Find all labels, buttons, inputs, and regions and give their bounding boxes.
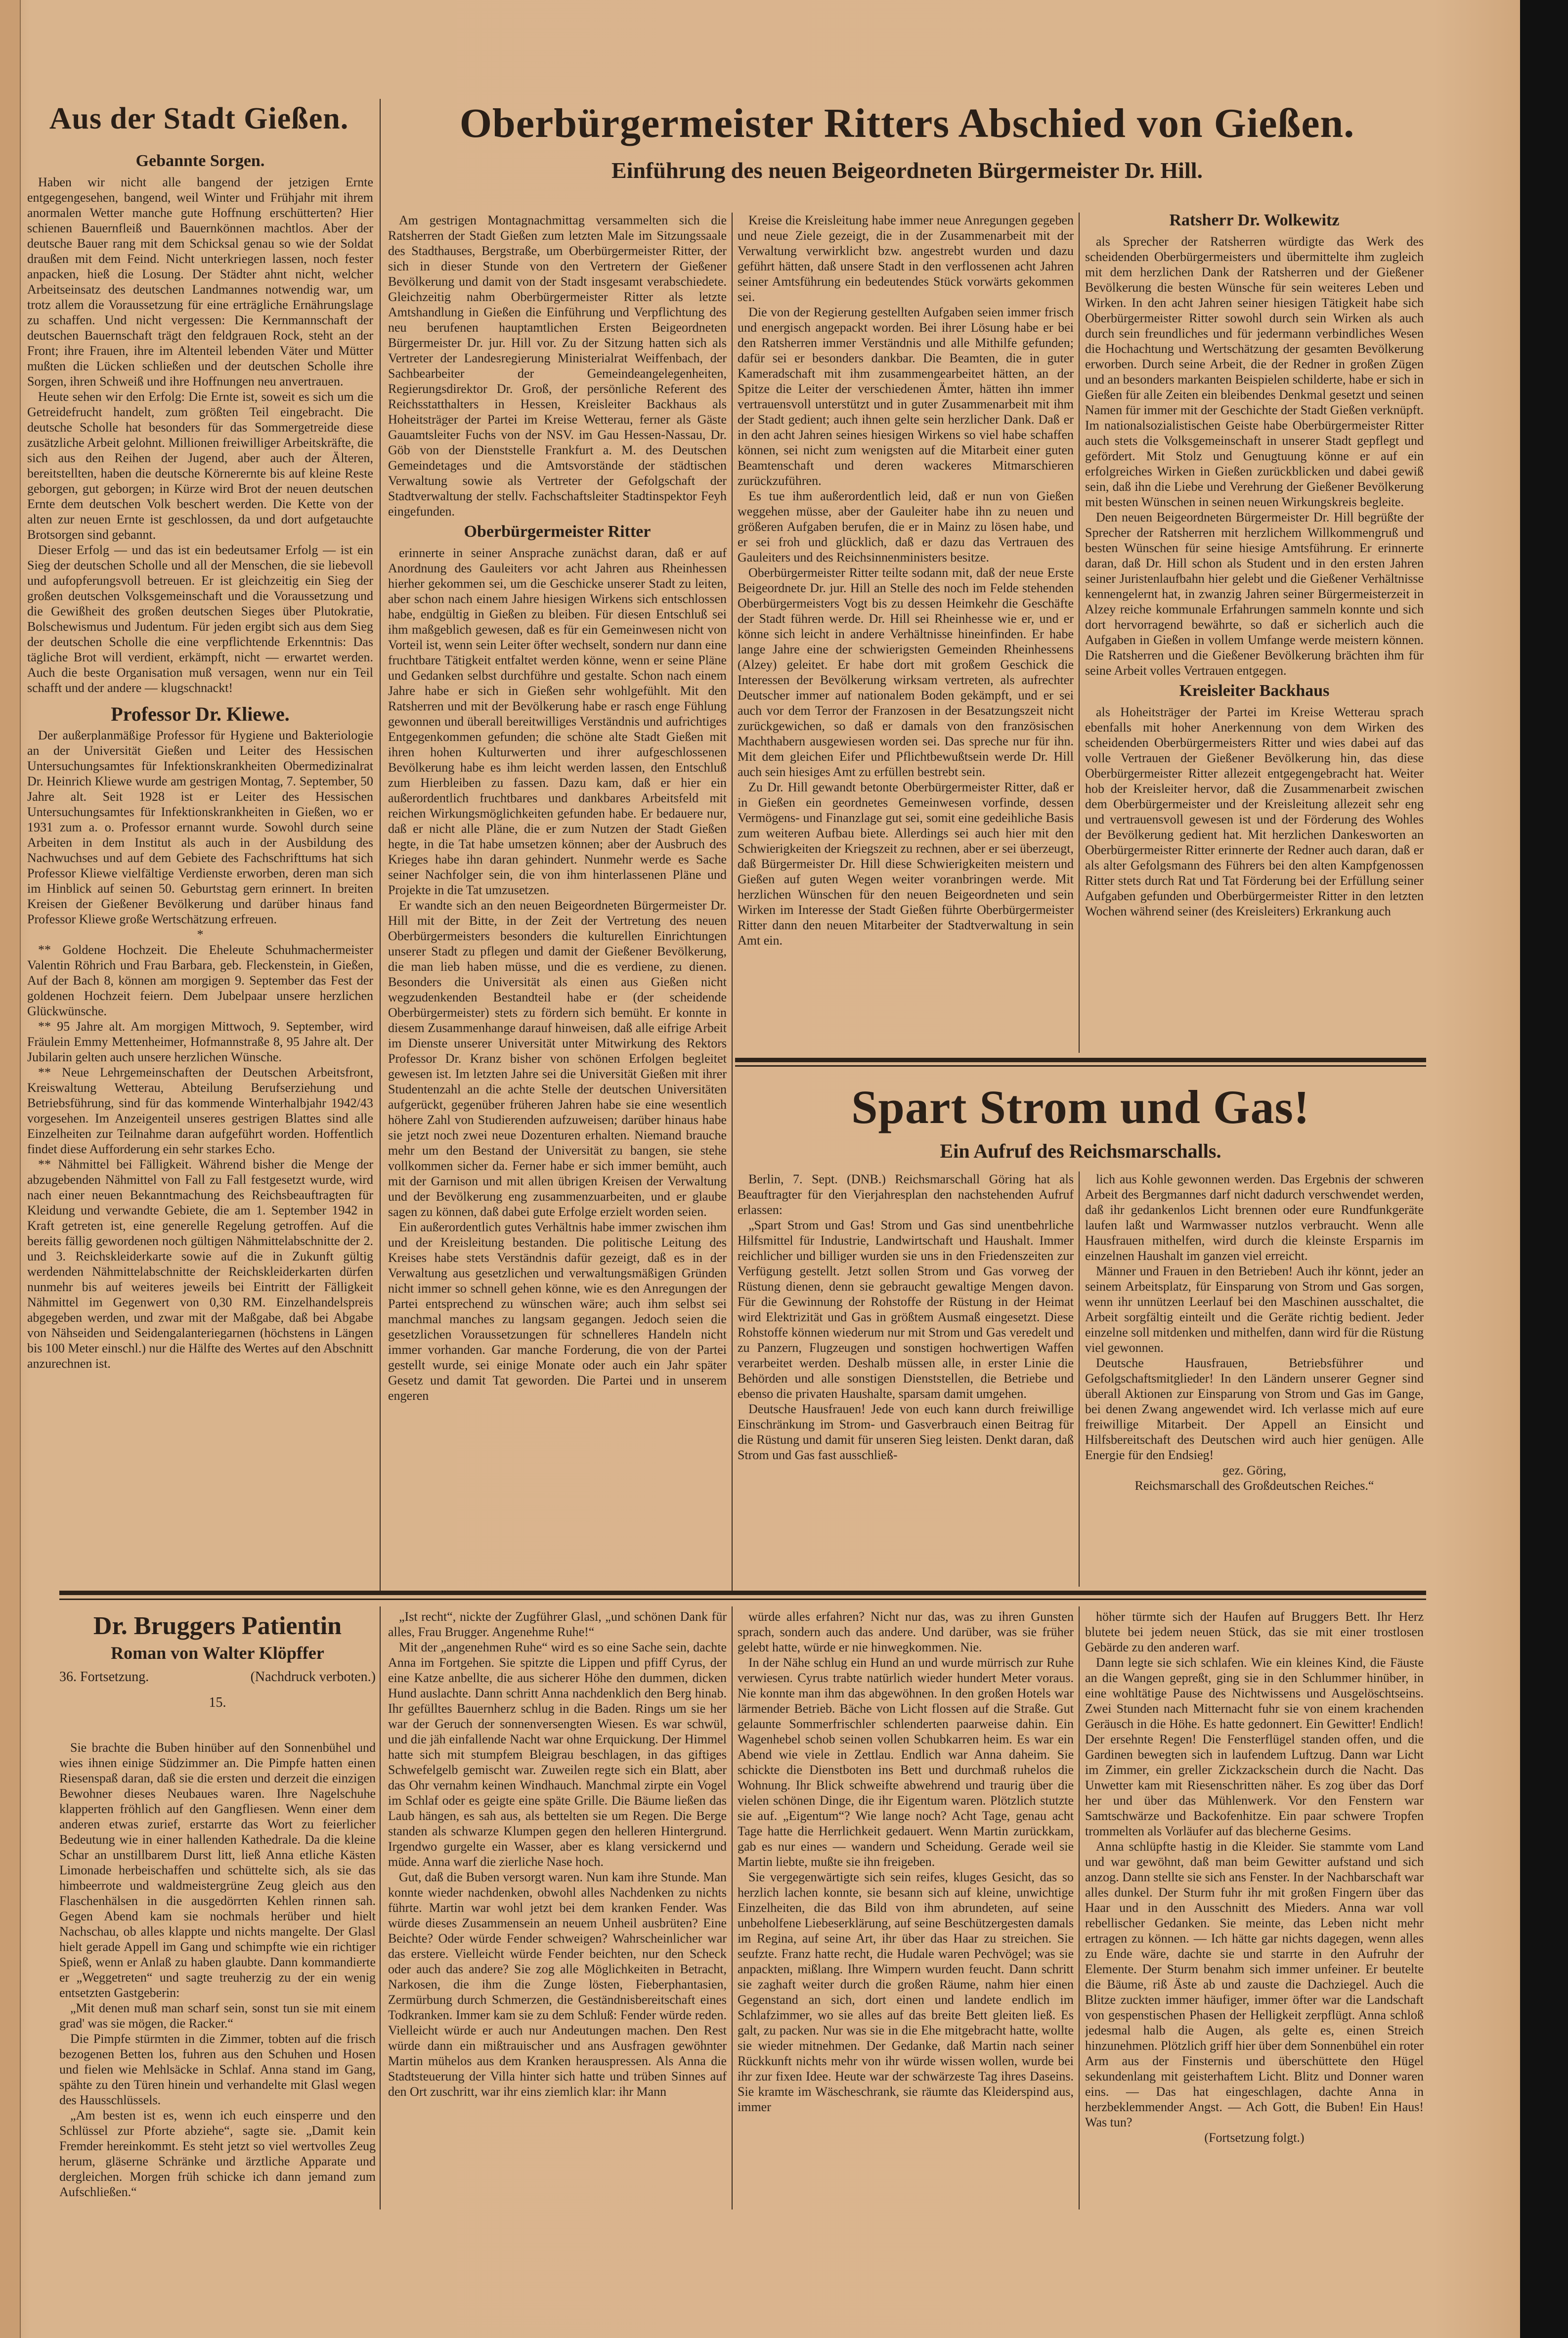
- section-rule: [735, 1058, 1426, 1062]
- article-body: [1085, 704, 1424, 919]
- paragraph: Die Pimpfe stürmten in die Zimmer, tobten auf die frisch bezogenen Betten los, fuhren aus den Schuhen und Hosen und fielen wie Mehlsäcke in Schlaf. Anna stand im Gang, spähte zu den Türen hinein und verhandelte mit Glasl wegen des Hausschlüssels.: [59, 2032, 376, 2107]
- column-rule: [732, 1606, 733, 2209]
- column-rule: [380, 1606, 381, 2209]
- paragraph: Gut, daß die Buben versorgt waren. Nun kam ihre Stunde. Man konnte wieder nachdenken, obwohl alles Nachdenken zu nichts führte. Martin war wohl jetzt bei dem kranken Fender. Was würde dieses Zusammensein an neuem Unheil ausbrüten? Eine Beichte? Oder würde Fender schweigen? Wahrscheinlicher war das erstere. Vielleicht würde Fender beichten, nur den Scheck oder auch das andere? Sie zog alle Möglichkeiten in Betracht, Narkosen, die ihm die Zunge lösten, Fieberphantasien, Zermürbung durch Schmerzen, die Geständnisbereitschaft eines Todkranken. Immer kam sie zu dem Schluß: Fender würde reden. Vielleicht würde er auch nur Andeutungen machen. Den Rest würde dann ein mißtrauischer und ans Ausfragen gewöhnter Martin mühelos aus dem Kranken herauspressen. Als Anna die Stadtsteuerung der Villa hinter sich hatte und trüben Sinnes auf den Ort zuschritt, war ihr eins ziemlich klar: ihr Mann: [388, 1870, 727, 2099]
- novel-column-2: [388, 1609, 727, 2209]
- paragraph: lich aus Kohle gewonnen werden. Das Ergebnis der schweren Arbeit des Bergmannes darf nicht dadurch verschwendet werden, daß ihr gedankenlos Licht brennen oder eure Rundfunkgeräte laufen laßt und Warmwasser nutzlos verbraucht. Wenn alle Hausfrauen mithelfen, wird durch die kleinste Ersparnis im einzelnen Haushalt im ganzen viel erreicht.: [1085, 1172, 1424, 1263]
- paragraph: Männer und Frauen in den Betrieben! Auch ihr könnt, jeder an seinem Arbeitsplatz, für Einsparung von Strom und Gas sorgen, wenn ihr unnützen Leerlauf bei den Maschinen ausschaltet, die Arbeit sorgfältig einteilt und die Geräte richtig bedient. Jeder einzelne soll mitdenken und mithelfen, dann wird für die Rüstung viel gewonnen.: [1085, 1264, 1424, 1355]
- paragraph: ** Nähmittel bei Fälligkeit. Während bisher die Menge der abzugebenden Nähmittel von Fall zu Fall festgesetzt wurde, wird nach einer neuen Bekanntmachung des Reichsbeauftragten für Kleidung und verwandte Gebiete, die am 1. September 1942 in Kraft getreten ist, eine generelle Regelung getroffen. Auf die bereits fällig gewordenen noch gültigen Nähmittelabschnitte der 2. und 3. Reichskleiderkarte sowie auf die in Zukunft gültig werdenden Nähmittelabschnitte der Reichskleiderkarten dürfen nunmehr bis auf weiteres jeweils bei Eintritt der Fälligkeit Nähmittel im Gegenwert von 0,30 RM. Einzelhandelspreis abgegeben werden, und zwar mit der Maßgabe, daß bei Abgabe von Nähseiden und Seidengalanteriegarnen (höchstens in Längen bis 100 Meter einschl.) nur die Hälfte des Wertes auf den Abschnitt anzurechnen ist.: [27, 1157, 373, 1371]
- appeal-column-1: [738, 1171, 1074, 1587]
- paragraph: „Spart Strom und Gas! Strom und Gas sind unentbehrliche Hilfsmittel für Industrie, Landwirtschaft und Haushalt. Immer reichlicher und billiger wurden sie uns in den Friedenszeiten zur Verfügung gestellt. Jetzt sollen Strom und Gas vorweg der Rüstung dienen, denn sie gebraucht gewaltige Mengen davon. Für die Gewinnung der Rohstoffe der Rüstung in der Heimat wird Elektrizität und Gas in größtem Ausmaß eingesetzt. Diese Rohstoffe können wiederum nur mit Strom und Gas veredelt und zu Panzern, Flugzeugen und sonstigen hochwertigen Waffen verarbeitet werden. Deshalb müssen alle, in erster Linie die Behörden und alle sonstigen Dienststellen, die Betriebe und ebenso die privaten Haushalte, sparsam damit umgehen.: [738, 1218, 1074, 1401]
- paragraph: Am gestrigen Montagnachmittag versammelten sich die Ratsherren der Stadt Gießen zum letzten Male im Sitzungssaale des Stadthauses, Bergstraße, um Oberbürgermeister Ritter, der sich in dieser Stunde von den Vertretern der Gießener Bevölkerung und damit von der Stadt insgesamt verabschiedete. Gleichzeitig nahm Oberbürgermeister Ritter als letzte Amtshandlung in Gießen die Einführung und Verpflichtung des neu berufenen hauptamtlichen Ersten Beigeordneten Bürgermeister Dr. jur. Hill vor. Zu der Sitzung hatten sich als Vertreter der Landesregierung Ministerialrat Weiffenbach, der Sachbearbeiter der Gemeindeangelegenheiten, Regierungsdirektor Dr. Groß, der persönliche Referent des Reichsstatthalters in Hessen, Kreisleiter Backhaus als Hoheitsträger der Partei im Kreise Wetterau, ferner als Gäste Gauamtsleiter Fuchs von der NSV. im Gau Hessen-Nassau, Dr. Göb von der Dienststelle Frankfurt a. M. des Deutschen Gemeindetages und die Amtsvorstände der städtischen Verwaltung sowie als Vertreter der Gefolgschaft der Stadtverwaltung der stellv. Fachschaftsleiter Stadtinspektor Feyh eingefunden.: [388, 213, 727, 519]
- article-body: [1085, 234, 1424, 678]
- paragraph: Dann legte sie sich schlafen. Wie ein kleines Kind, die Fäuste an die Wangen gepreßt, ging sie in den Schlummer hinüber, in eine wohltätige Pause des Nichtwissens und Ausgelöschtseins. Zwei Stunden nach Mitternacht fuhr sie von einem krachenden Geräusch in die Höhe. Es hatte gedonnert. Ein Gewitter! Endlich! Der ersehnte Regen! Die Fensterflügel standen offen, und die Gardinen bewegten sich in laufendem Luftzug. Dann war Licht im Zimmer, ein greller Zickzackschein durch die Nacht. Das Unwetter kam mit Riesenschritten näher. Es zog über das Dorf her und über das Mühlenwerk. Vor den Fenstern war Samtschwärze und Backofenhitze. Ein paar schwere Tropfen trommelten als Vorläufer auf das blecherne Gesims.: [1085, 1655, 1424, 1838]
- paragraph: Den neuen Beigeordneten Bürgermeister Dr. Hill begrüßte der Sprecher der Ratsherren mit herzlichem Willkommengruß und besten Wünschen für seine hiesige Amtsführung. Er erinnerte daran, daß Dr. Hill schon als Student und in den ersten Jahren seiner Juristenlaufbahn hier gelebt und die Gießener Verhältnisse kennengelernt hat, in zwanzig Jahren seiner Bürgermeisterzeit in Alzey reiche kommunale Erfahrungen sammeln konnte und sich dort hervorragend bewährte, so daß er sicherlich auch die Aufgaben in Gießen in vollem Umfange werde meistern können. Die Ratsherren und die Gießener Bevölkerung brächten ihm für seine Arbeit volles Vertrauen entgegen.: [1085, 510, 1424, 678]
- main-column-c: [1085, 213, 1424, 1053]
- column-rule: [1079, 1606, 1080, 2209]
- paragraph: Dieser Erfolg — und das ist ein bedeutsamer Erfolg — ist ein Sieg der deutschen Scholle und all der Menschen, die sie liebevoll und aufopferungsvoll betreuen. Er ist gleichzeitig ein Sieg der großen deutschen Volksgemeinschaft und die Voraussetzung und die Gewißheit des großen deutschen Sieges über Plutokratie, Bolschewismus und Judentum. Für jeden ergibt sich aus dem Sieg der deutschen Scholle die eine verpflichtende Erkenntnis: Das tägliche Brot will verdient, erkämpft, nicht — erwartet werden. Auch die beste Organisation muß versagen, wenn nur ein Teil schafft und der andere — klugschnackt!: [27, 543, 373, 695]
- paragraph: erinnerte in seiner Ansprache zunächst daran, daß er auf Anordnung des Gauleiters vor acht Jahren aus Rheinhessen hierher gekommen sei, um die Geschicke unserer Stadt zu leiten, aber schon nach einem Jahre hiesigen Wirkens sich entschlossen habe, endgültig in Gießen zu bleiben. Für diesen Entschluß sei ihm maßgeblich gewesen, daß es für ein Gemeinwesen nicht von Vorteil ist, wenn sein Leiter öfter wechselt, sondern nur dann eine fruchtbare Tätigkeit entfaltet werden könne, wenn er seine Pläne und Gedanken selbst durchführe und gestalte. Schon nach einem Jahre habe er sich in Gießen sehr wohlgefühlt. Mit den Ratsherren und mit der Bevölkerung habe er rasch enge Fühlung gewonnen und überall bereitwilliges Verständnis und aufrichtiges Entgegenkommen gefunden; die schöne alte Stadt Gießen mit ihren hohen Kulturwerten und ihrer aufgeschlossenen Bevölkerung habe es ihm leicht werden lassen, den Entschluß zum Hierbleiben zu fassen. Dazu kam, daß er hier ein außerordentlich fruchtbares und dankbares Arbeitsfeld mit reichen Wirkungsmöglichkeiten gefunden habe. Er bedauere nur, daß er nicht alle Pläne, die er zum Nutzen der Stadt Gießen hegte, in die Tat habe umsetzen können; aber der Ausbruch des Krieges habe ihn daran gehindert. Nunmehr werde es Sache seiner Nachfolger sein, die von ihm hinterlassenen Pläne und Projekte in die Tat umzusetzen.: [388, 546, 727, 897]
- main-column-a: [388, 213, 727, 1592]
- paragraph: ** 95 Jahre alt. Am morgigen Mittwoch, 9. September, wird Fräulein Emmy Mettenheimer, Hofmannstraße 8, 95 Jahre alt. Der Jubilarin gelten auch unsere herzlichen Wünsche.: [27, 1019, 373, 1064]
- page-rule: [59, 1591, 1426, 1595]
- paragraph: würde alles erfahren? Nicht nur das, was zu ihren Gunsten sprach, sondern auch das andere. Und darüber, was sie früher gelebt hatte, würde er nie hinwegkommen. Nie.: [738, 1609, 1074, 1654]
- column-rule: [1079, 1171, 1080, 1587]
- continued-note: (Fortsetzung folgt.): [1204, 2130, 1305, 2145]
- paragraph: Berlin, 7. Sept. (DNB.) Reichsmarschall Göring hat als Beauftragter für den Vierjahresplan den nachstehenden Aufruf erlassen:: [738, 1172, 1074, 1217]
- novel-header: [59, 1611, 376, 1711]
- local-notices: [27, 942, 373, 1371]
- article-body: [27, 174, 373, 695]
- page-rule: [59, 1599, 1426, 1600]
- paragraph: ** Goldene Hochzeit. Die Eheleute Schuhmachermeister Valentin Röhrich und Frau Barbara, geb. Fleckenstein, in Gießen, Auf der Bach 8, können am morgigen 9. September das Fest der goldenen Hochzeit feiern. Dem Jubelpaar unsere herzlichen Glückwünsche.: [27, 943, 373, 1018]
- paragraph: Deutsche Hausfrauen! Jede von euch kann durch freiwillige Einschränkung im Strom- und Gasverbrauch einen Beitrag für die Rüstung und damit für unseren Sieg leisten. Denkt daran, daß Strom und Gas fast ausschließ-: [738, 1402, 1074, 1462]
- previous-page-edge: [0, 0, 21, 2338]
- main-headline: Oberbürgermeister Ritters Abschied von Gießen.: [459, 100, 1355, 146]
- article-body: [388, 213, 727, 519]
- paragraph: In der Nähe schlug ein Hund an und wurde mürrisch zur Ruhe verwiesen. Cyrus trabte natürlich wieder hundert Meter voraus. Nie konnte man ihm das abgewöhnen. In den großen Hotels war lärmender Betrieb. Bäche von Licht flossen auf die Straße. Gut gelaunte Sommerfrischler schlenderten paarweise dahin. Ein Wagenhebel schob seinen vollen Schubkarren heim. Es war ein Abend wie viele in Zettlau. Endlich war Anna daheim. Sie schickte die Dienstboten ins Bett und durchmaß ruhelos die Wohnung. Ihr Blick schweifte abwehrend und traurig über die vielen schönen Dinge, die ihr Eigentum waren. Plötzlich stutzte sie auf. „Eigentum“? Wie lange noch? Acht Tage, genau acht Tage hatte die Herrlichkeit gedauert. Wenn Martin zurückkam, gab es nur eines — wandern und Scheidung. Gerade weil sie Martin liebte, mußte sie ihn freigeben.: [738, 1655, 1074, 1869]
- article-body: [738, 213, 1074, 948]
- paragraph: als Sprecher der Ratsherren würdigte das Werk des scheidenden Oberbürgermeisters und übermittelte ihm zugleich mit dem herzlichen Dank der Ratsherren und der Gießener Bevölkerung die besten Wünsche für sein weiteres Leben und Wirken. In den acht Jahren seiner hiesigen Tätigkeit habe sich Oberbürgermeister Ritter sowohl durch sein Wirken als auch durch sein freundliches und für jedermann verbindliches Wesen die Hochachtung und Wertschätzung der gesamten Bevölkerung erworben. Durch seine Arbeit, die der Redner in großen Zügen und an besonders markanten Beispielen schilderte, habe er sich in Gießen für alle Zeiten ein bleibendes Denkmal gesetzt und seinen Namen für immer mit der Geschichte der Stadt Gießen verknüpft. Im nationalsozialistischen Geiste habe Oberbürgermeister Ritter auch stets die Volksgemeinschaft in unserer Stadt gepflegt und gefördert. Mit Stolz und Genugtuung könne er auf ein erfolgreiches Wirken in Gießen zurückblicken und dabei gewiß sein, daß ihn die Liebe und Verehrung der Gießener Bevölkerung mit besten Wünschen in seinen neuen Wirkungskreis begleite.: [1085, 234, 1424, 509]
- appeal-body: [1085, 1171, 1424, 1463]
- separator: *: [197, 927, 204, 942]
- paragraph: „Ist recht“, nickte der Zugführer Glasl, „und schönen Dank für alles, Frau Brugger. Angenehme Ruhe!“: [388, 1609, 727, 1639]
- article-title: Professor Dr. Kliewe.: [111, 703, 290, 725]
- paragraph: Deutsche Hausfrauen, Betriebsführer und Gefolgschaftsmitglieder! In den Ländern unserer Gegner sind überall Aktionen zur Einsparung von Strom und Gas im Gange, bei denen Zwang angewendet wird. Ich verlasse mich auf eure freiwillige Mitarbeit. Der Appell an Einsicht und Hilfsbereitschaft des Deutschen wird auch hier genügen. Alle Energie für den Endsieg!: [1085, 1356, 1424, 1462]
- novel-body: [388, 1609, 727, 2099]
- article-subhead: Ratsherr Dr. Wolkewitz: [1169, 213, 1340, 229]
- paragraph: „Am besten ist es, wenn ich euch einsperre und den Schlüssel zur Pforte abziehe“, sagte sie. „Damit kein Fremder hereinkommt. Es steht jetzt so viel wertvolles Zeug herum, gläserne Schränke und ärztliche Apparate und dergleichen. Morgen früh schicke ich dann jemand zum Aufschließen.“: [59, 2108, 376, 2199]
- signature-title: Reichsmarschall des Großdeutschen Reiches.“: [1134, 1478, 1374, 1493]
- article-title: Gebannte Sorgen.: [135, 152, 265, 170]
- paragraph: Oberbürgermeister Ritter teilte sodann mit, daß der neue Erste Beigeordnete Dr. jur. Hill an Stelle des noch im Felde stehenden Oberbürgermeisters Vogt bis zu dessen Heimkehr die Geschäfte der Stadt führen werde. Dr. Hill sei Rheinhesse wie er, und er könne sich leicht in andere Verhältnisse hineinfinden. Er habe lange Jahre eine der schwierigsten Gemeinden Rheinhessens (Alzey) geleitet. Er habe dort mit großem Geschick die Interessen der Bevölkerung wirksam vertreten, als aufrechter Deutscher immer auf nationalem Boden gekämpft, und er sei auch vor dem Terror der Franzosen in der Besatzungszeit nicht zurückgewichen, so daß er damals von den französischen Machthabern ausgewiesen worden sei. Das spreche nur für ihn. Mit dem gleichen Eifer und Pflichtbewußtsein werde Dr. Hill auch sein hiesiges Amt zu erfüllen bestrebt sein.: [738, 565, 1074, 779]
- paragraph: ** Neue Lehrgemeinschaften der Deutschen Arbeitsfront, Kreiswaltung Wetterau, Abteilung Berufserziehung und Betriebsführung, sind für das kommende Winterhalbjahr 1942/43 vorgesehen. Im Anzeigenteil unseres gestrigen Blattes sind alle Einzelheiten zur Teilnahme daran aufgeführt worden. Hoffentlich findet diese Aufforderung ein sehr starkes Echo.: [27, 1065, 373, 1156]
- paragraph: Sie brachte die Buben hinüber auf den Sonnenbühel und wies ihnen einige Südzimmer an. Die Pimpfe hatten einen Riesenspaß daran, daß sie die ersten und derzeit die einzigen Bewohner dieses Neubaues waren. Ihre Nagelschuhe klapperten fröhlich auf den Gangfliesen. Wenn einer dem anderen etwas zurief, erstarrte das Wort zu feierlicher Bedeutung wie in einer hallenden Kathedrale. Da die kleine Schar an unstillbarem Durst litt, ließ Anna etliche Kästen Limonade herbeischaffen und schüttelte sich, als sie das himbeerrote und waldmeistergrüne Zeug gleich aus den Flaschenhälsen in die ausgedörrten Kehlen rinnen sah. Gegen Abend kam sie nochmals herüber und hielt Nachschau, ob alles klappte und nichts mangelte. Der Glasl hielt gerade Appell im Gang und schimpfte wie ein richtiger Spieß, wenn er Anlaß zu haben glaubte. Dann kommandierte er „Weggetreten“ und sagte treuherzig zu der ein wenig entsetzten Gastgeberin:: [59, 1740, 376, 2000]
- novel-column-4: [1085, 1609, 1424, 2209]
- article-body: [27, 728, 373, 927]
- novel-body: [1085, 1609, 1424, 2130]
- appeal-column-2: [1085, 1171, 1424, 1587]
- novel-author: Roman von Walter Klöpffer: [111, 1643, 324, 1663]
- article-subhead: Oberbürgermeister Ritter: [464, 522, 651, 541]
- paragraph: Die von der Regierung gestellten Aufgaben seien immer frisch und energisch angepackt worden. Bei ihrer Lösung habe er bei den Ratsherren immer Verständnis und alle Mithilfe gefunden; dafür sei er besonders dankbar. Die Beamten, die in guter Kameradschaft mit ihm zusammengearbeitet hätten, an der Spitze die Leiter der verschiedenen Ämter, hätten ihn immer vertrauensvoll unterstützt und in guter Zusammenarbeit mit ihm der Stadt gedient; auch ihnen gelte sein herzlicher Dank. Daß er in den acht Jahren seines hiesigen Wirkens so viel habe schaffen können, sei nicht zum wenigsten auf die Mitarbeit einer guten Beamtenschaft und deren wackeres Mitmarschieren zurückzuführen.: [738, 305, 1074, 488]
- copyright-note: (Nachdruck verboten.): [250, 1669, 376, 1685]
- paragraph: Sie vergegenwärtigte sich sein reifes, kluges Gesicht, das so herzlich lachen konnte, sie besann sich auf kleine, unwichtige Einzelheiten, die das Bild von ihm abrundeten, auf seine unbeholfene Liebeserklärung, auf seine Beschützergesten damals im Regina, auf seine Art, ihr über das Haar zu streichen. Sie seufzte. Franz hatte recht, die Hudale waren Pechvögel; was sie anpackten, mißlang. Ihre Wimpern wurden feucht. Dann schritt sie zaghaft weiter durch die großen Räume, nahm hier einen Gegenstand an sich, dort einen und landete endlich im Schlafzimmer, wo sie alles auf das breite Bett gleiten ließ. Es galt, zu packen. Nur was sie in die Ehe mitgebracht hatte, wollte sie wieder mitnehmen. Der Gedanke, daß Martin nach seiner Rückkunft nichts mehr von ihr würde wissen wollen, wurde bei ihr zur fixen Idee. Heute war der schwärzeste Tag ihres Daseins. Sie kramte im Wäscheschrank, sie räumte das Kleiderspind aus, immer: [738, 1870, 1074, 2114]
- column-rule: [380, 99, 381, 1592]
- novel-column-1: [59, 1740, 376, 2209]
- novel-body: [59, 1740, 376, 2200]
- paragraph: höher türmte sich der Haufen auf Bruggers Bett. Ihr Herz blutete bei jedem neuen Stück, das sie mit einer trostlosen Gebärde zu den anderen warf.: [1085, 1609, 1424, 1654]
- paragraph: Mit der „angenehmen Ruhe“ wird es so eine Sache sein, dachte Anna im Fortgehen. Sie spitzte die Lippen und pfiff Cyrus, der eine Katze anbellte, die aus sicherer Höhe den dummen, dicken Hund auslachte. Dann schritt Anna nachdenklich den Berg hinab. Ihr gefülltes Bauernherz schlug in die Baden. Rings um sie her war der Geruch der sonnenversengten Wiesen. Es war schwül, und die jäh einfallende Nacht war ohne Erquickung. Der Himmel hatte sich mit stumpfem Bleigrau beschlagen, in das giftiges Schwefelgelb gemischt war. Zuweilen regte sich ein Blatt, aber das Ohr vernahm keinen Windhauch. Manchmal zirpte ein Vogel im Schlaf oder es geigte eine späte Grille. Die Bäume ließen das Laub hängen, es sah aus, als bettelten sie um Regen. Die Berge standen als schwarze Klumpen gegen den helleren Hintergrund. Irgendwo gurgelte ein Wasser, aber es klang versickernd und müde. Anna warf die zierliche Nase hoch.: [388, 1640, 727, 1869]
- paragraph: Er wandte sich an den neuen Beigeordneten Bürgermeister Dr. Hill mit der Bitte, in der Zeit der Vertretung des neuen Oberbürgermeisters besonders die kulturellen Einrichtungen unserer Stadt zu pflegen und damit der Gießener Bevölkerung, die man lieb haben müsse, und die es verdiene, zu dienen. Besonders die Universität als einen aus Gießen nicht wegzudenkenden Bestandteil habe er (der scheidende Oberbürgermeister) stets zu fördern sich bemüht. Er konnte in diesem Zusammenhange darauf hinweisen, daß alle eifrige Arbeit im Dienste unserer Universität unter Mitwirkung des Rektors Professor Dr. Kranz bisher von schönen Erfolgen begleitet gewesen ist. Im letzten Jahre sei die Universität Gießen mit ihrer Studentenzahl an die achte Stelle der deutschen Universitäten aufgerückt, gegenüber früheren Jahren habe sie eine wesentlich höhere Zahl von Studierenden aufzuweisen; darüber hinaus habe sie jetzt noch zwei neue Dozenturen erhalten. Niemand brauche mehr um den Bestand der Universität zu bangen, sie stehe vollkommen sicher da. Ferner habe er sich immer bemüht, auch mit der Garnison und mit allen übrigen Kreisen der Verwaltung und der Bevölkerung eng zusammenzuarbeiten, und er glaube sagen zu können, daß dabei gute Erfolge erzielt worden seien.: [388, 898, 727, 1219]
- appeal-headline: Spart Strom und Gas!: [851, 1081, 1310, 1133]
- paragraph: Ein außerordentlich gutes Verhältnis habe immer zwischen ihm und der Kreisleitung bestanden. Die politische Leitung des Kreises habe stets Verständnis dafür gezeigt, daß es in der Verwaltung aus gesetzlichen und verwaltungsmäßigen Gründen nicht immer so schnell gehen könne, wie es den Anregungen der Partei entsprechend zu wünschen wäre; auch ihm selbst sei manchmal manches zu langsam gegangen. Jedoch seien die gesetzlichen Voraussetzungen für schnelleres Handeln nicht immer vorhanden. Gar manche Forderung, die von der Partei gestellt wurde, sei einige Monate oder auch ein Jahr später Gesetz und damit Tat geworden. Die Partei und in unserem engeren: [388, 1220, 727, 1403]
- section-title: Aus der Stadt Gießen.: [49, 102, 349, 135]
- paragraph: Kreise die Kreisleitung habe immer neue Anregungen gegeben und neue Ziele gezeigt, die in der Zusammenarbeit mit der Verwaltung verwirklicht bzw. angestrebt wurden und dazu geführt hätten, daß unsere Stadt in den verflossenen acht Jahren seiner Amtsführung ein bedeutendes Stück vorwärts gekommen sei.: [738, 213, 1074, 304]
- paragraph: Anna schlüpfte hastig in die Kleider. Sie stammte vom Land und war gewöhnt, daß man beim Gewitter aufstand und sich anzog. Dann stellte sie sich ans Fenster. In der Nachbarschaft war alles dunkel. Der Sturm fuhr ihr mit großen Fingern über das Haar und in den Ausschnitt des Mieders. Anna war voll rebellischer Gedanken. Sie meinte, das Leben nicht mehr ertragen zu können. — Ich hätte gar nichts dagegen, wenn alles zu Ende wäre, dachte sie und starrte in den Aufruhr der Elemente. Der Sturm benahm sich immer unfeiner. Er beutelte die Bäume, riß Äste ab und zauste die Dachziegel. Auch die Blitze zuckten immer häufiger, immer öfter war die Landschaft von gespenstischen Phasen der Helligkeit zerpflügt. Anna schloß jedesmal halb die Augen, als gelte es, einen Streich hinzunehmen. Plötzlich griff hier über dem Sonnenbühel ein roter Arm aus der Finsternis und überschüttete den Hügel sekundenlang mit geisterhaftem Licht. Blitz und Donner waren eins. — Das hat eingeschlagen, dachte Anna in herzbeklemmender Angst. — Ach Gott, die Buben! Ein Haus! Was tun?: [1085, 1839, 1424, 2129]
- installment-number: 36. Fortsetzung.: [59, 1669, 149, 1685]
- paragraph: als Hoheitsträger der Partei im Kreise Wetterau sprach ebenfalls mit hoher Anerkennung von dem Wirken des scheidenden Oberbürgermeisters Ritter und wies dabei auf das volle Vertrauen der Gießener Bevölkerung hin, das diese Oberbürgermeister Ritter allezeit entgegengebracht hat. Weiter hob der Kreisleiter hervor, daß die Zusammenarbeit zwischen dem Oberbürgermeister und der Kreisleitung allezeit sehr eng und vertrauensvoll gewesen ist und der Förderung des Wohles der Bevölkerung gedient hat. Mit herzlichen Dankesworten an Oberbürgermeister Ritter erinnerte der Redner auch daran, daß er als alter Gefolgsmann des Führers bei den alten Kampfgenossen Ritter stets durch Rat und Tat Förderung bei der Erfüllung seiner Aufgaben gefunden und Oberbürgermeister Ritter in den letzten Wochen während seiner (des Kreisleiters) Erkrankung auch: [1085, 705, 1424, 918]
- paragraph: Heute sehen wir den Erfolg: Die Ernte ist, soweit es sich um die Getreidefrucht handelt, zum größten Teil eingebracht. Die deutsche Scholle hat besonders für das Sommergetreide diese zusätzliche Arbeit gelohnt. Millionen freiwilliger Arbeitskräfte, die sich aus den Reihen der Jugend, aber auch der Älteren, bereitstellten, haben die deutsche Körnerernte bis auf kleine Reste geborgen, gut geborgen; in Kürze wird Brot der neuen deutschen Ernte dem deutschen Volk beschert werden. Die Kette von der alten zur neuen Ernte ist geschlossen, da und dort aufgetauchte Brotsorgen sind gebannt.: [27, 390, 373, 542]
- paragraph: Zu Dr. Hill gewandt betonte Oberbürgermeister Ritter, daß er in Gießen ein geordnetes Gemeinwesen vorfinde, dessen Vermögens- und Finanzlage gut sei, somit eine gedeihliche Basis zum weiteren Aufbau biete. Allerdings sei auch hier mit den Schwierigkeiten der Kriegszeit zu rechnen, aber er sei überzeugt, daß Bürgermeister Dr. Hill diese Schwierigkeiten meistern und Gießen auf guten Wegen weiter voranbringen werde. Mit herzlichen Wünschen für den neuen Beigeordneten und sein Wirken im Interesse der Stadt Gießen führte Oberbürgermeister Ritter dann den neuen Mitarbeiter der Stadtverwaltung in sein Amt ein.: [738, 780, 1074, 948]
- appeal-subheadline: Ein Aufruf des Reichsmarschalls.: [940, 1140, 1221, 1162]
- signature: gez. Göring,: [1222, 1463, 1287, 1477]
- main-column-b: [738, 213, 1074, 1053]
- novel-title: Dr. Bruggers Patientin: [93, 1612, 342, 1640]
- local-news-column: [27, 148, 373, 1592]
- novel-body: [738, 1609, 1074, 2115]
- article-subhead: Kreisleiter Backhaus: [1179, 682, 1330, 700]
- paragraph: Der außerplanmäßige Professor für Hygiene und Bakteriologie an der Universität Gießen und Leiter des Hessischen Untersuchungsamtes für Infektionskrankheiten Obermedizinalrat Dr. Heinrich Kliewe wurde am gestrigen Montag, 7. September, 50 Jahre alt. Seit 1928 ist er Leiter des Hessischen Untersuchungsamtes für Infektionskrankheiten in Gießen, wo er 1931 zum a. o. Professor ernannt wurde. Sowohl durch seine Arbeiten in dem Institut als auch in der Ausbildung des Nachwuchses und auf dem Gebiete des Fachschrifttums hat sich Professor Kliewe vielfältige Verdienste erworben, deren man sich im Hinblick auf seinen 50. Geburtstag gern erinnert. In breiten Kreisen der Gießener Bevölkerung und darüber hinaus fand Professor Kliewe große Wertschätzung erfreuen.: [27, 728, 373, 926]
- column-rule: [1079, 213, 1080, 1053]
- column-rule: [732, 213, 733, 1592]
- paragraph: Haben wir nicht alle bangend der jetzigen Ernte entgegengesehen, bangend, weil Winter und Frühjahr mit ihrem anormalen Wetter manche gute Hoffnung erschütterten? Hier schienen Bauernfleiß und Bauernkönnen machtlos. Aber der deutsche Bauer rang mit dem Schicksal genau so wie der Soldat draußen mit dem Feind. Nicht unterkriegen lassen, noch fester anpacken, hieß die Losung. Der Städter ahnt nicht, welcher Arbeitseinsatz des deutschen Landmannes notwendig war, um trotz allem die Voraussetzung für eine erträgliche Ernährungslage zu schaffen. Und nicht vergessen: Die Kernmannschaft der deutschen Bauernschaft trägt den feldgrauen Rock, steht an der Front; ihre Frauen, ihre im Altenteil lebenden Väter und Mütter mußten die Lücken schließen und der deutschen Scholle ihre Sorgen, ihren Schweiß und ihre Hoffnungen neu anvertrauen.: [27, 175, 373, 389]
- novel-column-3: [738, 1609, 1074, 2209]
- section-rule: [735, 1065, 1426, 1067]
- paragraph: Es tue ihm außerordentlich leid, daß er nun von Gießen weggehen müsse, aber der Gauleiter habe ihn zu neuen und größeren Aufgaben berufen, die er in Mainz zu lösen habe, und er sei froh und glücklich, daß er dazu das Vertrauen des Gauleiters und des Reichsinnenministers besitze.: [738, 489, 1074, 564]
- main-subheadline: Einführung des neuen Beigeordneten Bürgermeister Dr. Hill.: [611, 158, 1203, 183]
- appeal-body: [738, 1171, 1074, 1463]
- paragraph: „Mit denen muß man scharf sein, sonst tun sie mit einem grad' was sie mögen, die Racker.“: [59, 2001, 376, 2031]
- chapter-number: 15.: [209, 1695, 226, 1710]
- article-body: [388, 545, 727, 1403]
